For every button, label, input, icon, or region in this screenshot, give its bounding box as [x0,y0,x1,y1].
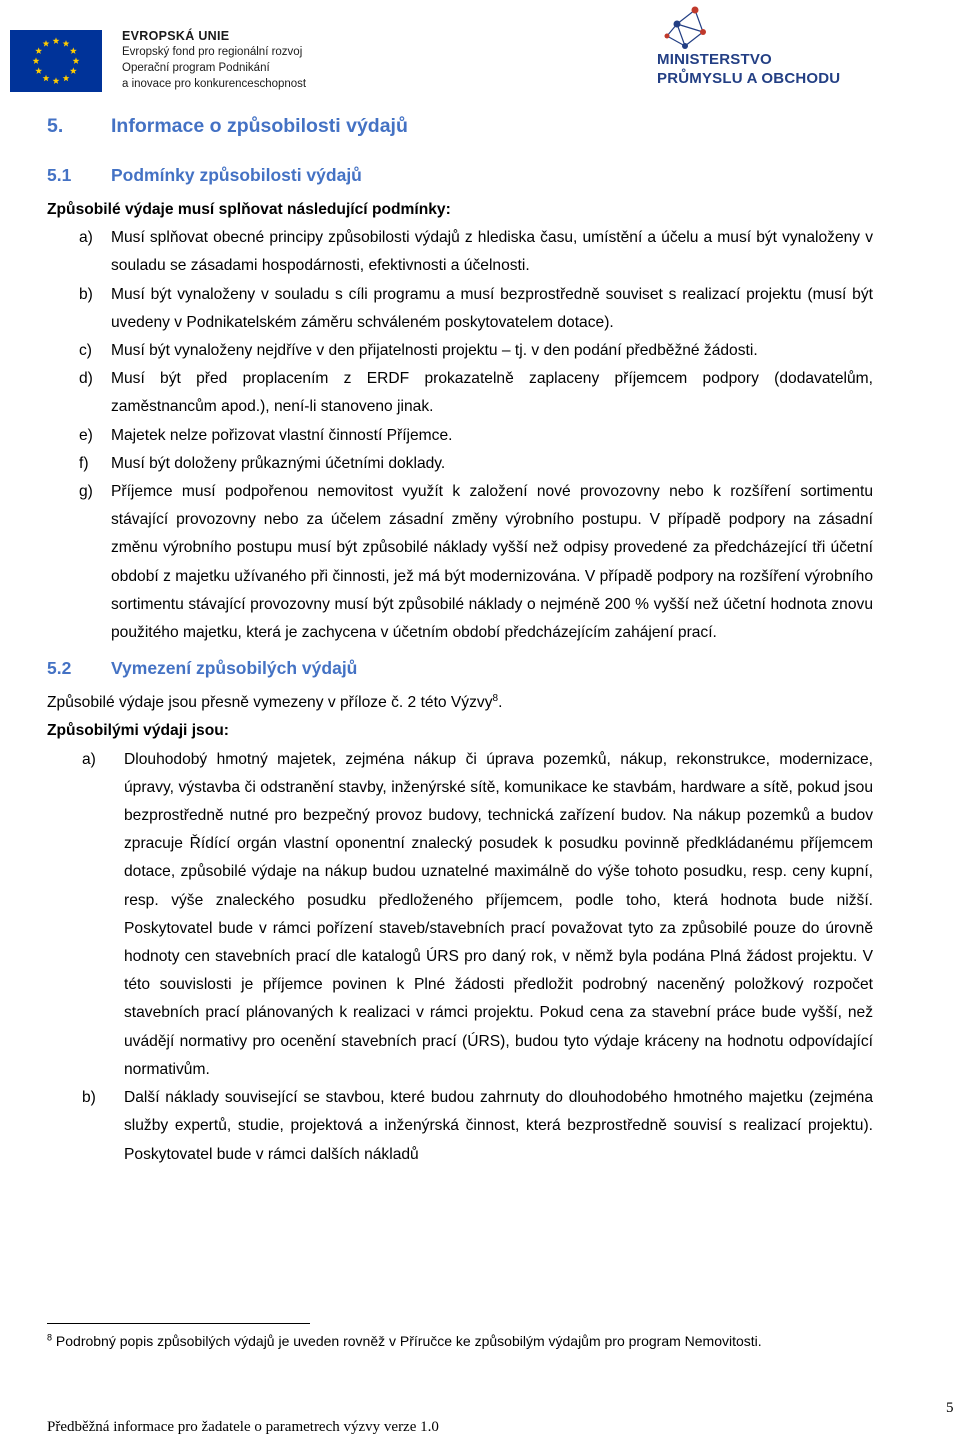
eligible-lead: Způsobilými výdaji jsou: [47,722,229,740]
subsection-number: 5.2 [47,658,72,679]
page-header [0,0,960,100]
subsection-heading-5-1 [47,160,873,190]
list-item [47,1084,873,1169]
eu-line: Operační program Podnikání [122,62,270,74]
section-heading [47,108,873,144]
list-item [47,365,873,421]
mpo-line: PRŮMYSLU A OBCHODU [657,70,841,87]
list-item [47,478,873,647]
eu-line: Evropský fond pro regionální rozvoj [122,46,303,58]
list-item [47,281,873,337]
list-text: Dlouhodobý hmotný majetek, zejména nákup či úprava pozemků, nákup, rekonstrukce, modernizace, úpravy, výstavba či odstranění stavby, inženýrské sítě, komunikace ke stavbám, hardware a sítě, pokud jsou bezprostředně nutné pro bezpečný provoz budovy, technická zařízení budov. Na nákup pozemků a budov zpracuje Řídící orgán vlastní oponentní znalecký posudek k posudku povinně předkládanému příjemcem dotace, způsobilé výdaje na nákup budou uznatelné maximálně do výše tohoto posudku, resp. ceny kupní, resp. výše znaleckého posudku předloženého příjemcem, podle toho, která hodnota bude nižší. Poskytovatel bude v rámci pořízení staveb/stavebních prací považovat tyto za způsobilé pouze do úrovně hodnoty cen stavebních prací dle katalogů ÚRS pro daný rok, v němž byla podána Plná žádost projektu. V této souvislosti je příjemce povinen k Plné žádosti předložit podrobný naceněný položkový rozpočet stavebních prací plánovaných k realizaci v rámci projektu. Pokud cena za stavební práce bude vyšší, než uvádějí normativy pro ocenění stavebních prací (ÚRS), budou tyto výdaje kráceny na hodnotu odpovídající normativům. [124,750,873,1078]
list-item [47,450,873,478]
eu-line: a inovace pro konkurenceschopnost [122,78,307,90]
list-text: Majetek nelze pořizovat vlastní činností Příjemce. [111,426,453,444]
page-number: 5 [946,1400,954,1416]
list-marker: b) [82,1089,96,1107]
footnote [47,1330,873,1352]
document-body [47,108,873,1169]
eu-fund-text [122,28,306,92]
list-item [47,224,873,280]
list-text: Musí být vynaloženy nejdříve v den přijatelnosti projektu – tj. v den podání předběžné žádosti. [111,342,758,360]
list-marker: f) [79,454,89,472]
list-text: Příjemce musí podpořenou nemovitost využít k založení nové provozovny nebo k rozšíření sortimentu stávající provozovny nebo za účelem zásadní změny výrobního postupu. V případě podpory na zásadní změnu výrobního postupu musí být způsobilé náklady vyšší než odpisy provedené za předcházející tři účetní období z majetku užívaného při činnosti, jež má být modernizována. V případě podpory na rozšíření výrobního sortimentu stávající provozovny musí být způsobilé náklady o nejméně 200 % vyšší než účetní hodnota znovu použitého majetku, která je zachycena v účetním období předcházejícím zahájení prací. [111,483,873,642]
subsection-title: Vymezení způsobilých výdajů [111,658,358,679]
page-footer: Předběžná informace pro žadatele o parametrech výzvy verze 1.0 [47,1419,439,1435]
eligible-list [47,746,873,1169]
list-text: Musí být před proplacením z ERDF prokazatelně zaplaceny příjemcem podpory (dodavatelům, zaměstnancům apod.), není-li stanoveno jinak. [111,370,873,416]
section-title: Informace o způsobilosti výdajů [111,115,408,137]
footnote-text: Podrobný popis způsobilých výdajů je uveden rovněž v Příručce ke způsobilým výdajům pro program Nemovitosti. [52,1333,762,1349]
list-marker: c) [79,342,92,360]
conditions-lead: Způsobilé výdaje musí splňovat následující podmínky: [47,201,451,218]
list-marker: a) [82,750,96,768]
intro-end: . [498,694,503,712]
list-text: Další náklady související se stavbou, které budou zahrnuty do dlouhodobého hmotného majetku (zejména služby expertů, studie, projektová a inženýrská činnost, která bezprostředně souvisí s realizací projektu). Poskytovatel bude v rámci dalších nákladů [124,1089,873,1163]
list-text: Musí splňovat obecné principy způsobilosti výdajů z hlediska času, umístění a účelu a musí být vynaloženy v souladu se zásadami hospodárnosti, efektivnosti a účelnosti. [111,229,873,275]
conditions-list [47,224,873,647]
list-item [47,422,873,450]
eu-line: EVROPSKÁ UNIE [122,29,230,43]
section-number: 5. [47,115,64,137]
mpo-text [657,50,840,88]
subsection-heading-5-2 [47,653,873,683]
list-marker: e) [79,426,93,444]
list-text: Musí být vynaloženy v souladu s cíli programu a musí bezprostředně souviset s realizací projektu (musí být uvedeny v Podnikatelském záměru schváleném poskytovatelem dotace). [111,285,873,331]
footnote-separator [47,1323,310,1324]
eu-flag-icon [10,30,102,92]
subsection-title: Podmínky způsobilosti výdajů [111,165,362,185]
list-text: Musí být doloženy průkaznými účetními doklady. [111,454,446,472]
intro-text: Způsobilé výdaje jsou přesně vymezeny v příloze č. 2 této Výzvy [47,694,493,712]
list-marker: b) [79,285,93,303]
list-item [47,337,873,365]
footnote-number: 8 [47,1332,53,1343]
footnote-ref[interactable]: 8 [492,693,499,705]
list-marker: d) [79,370,93,388]
eligible-intro [47,689,873,717]
list-marker: a) [79,229,93,247]
subsection-number: 5.1 [47,165,72,185]
mpo-line: MINISTERSTVO [657,51,772,68]
list-item [47,746,873,1084]
list-marker: g) [79,483,93,501]
